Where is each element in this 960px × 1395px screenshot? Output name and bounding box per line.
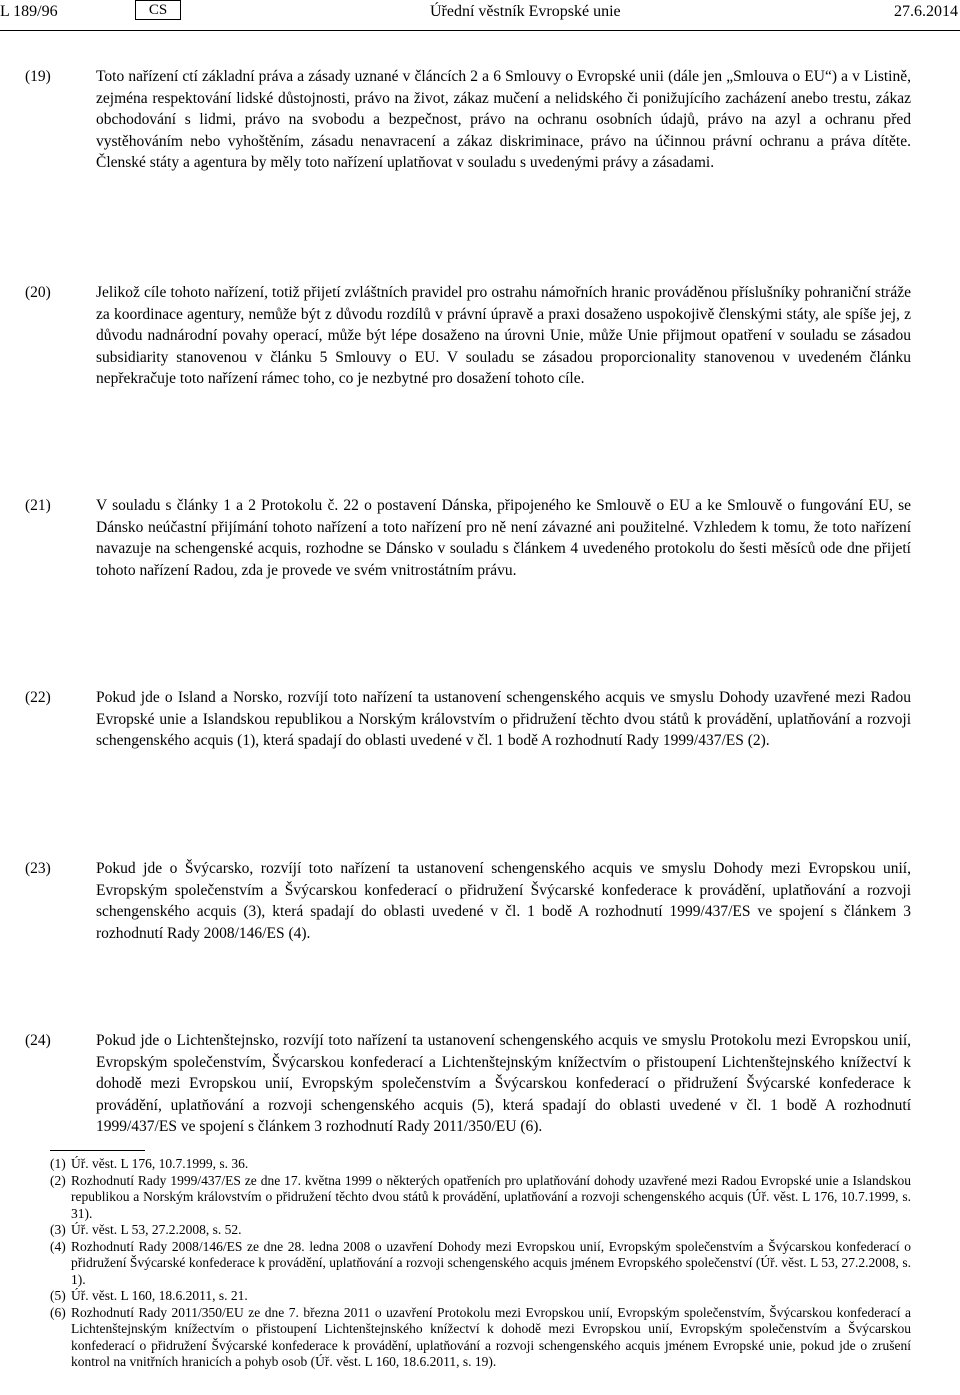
recital-number: (22) (25, 689, 51, 706)
recital-text: Pokud jde o Švýcarsko, rozvíjí toto nařízení ta ustanovení schengenského acquis ve smyslu Dohody mezi Evropskou unií, Evropským společenstvím a Švýcarskou konfederací o přidružení Švýcarské konfederace k provádění, uplatňování a rozvoji schengenského acquis (3), která spadají do oblasti uvedené v čl. 1 bodě A rozhodnutí 1999/437/ES ve spojení s článkem 3 rozhodnutí Rady 2008/146/ES (4). (96, 860, 911, 942)
footnote-text: Rozhodnutí Rady 2011/350/EU ze dne 7. března 2011 o uzavření Protokolu mezi Evropskou unií, Evropským společenstvím, Švýcarskou konfederací a Lichtenštejnským knížectvím o přistoupení Lichtenštejnského knížectví k dohodě mezi Evropskou unií, Evropským společenstvím a Švýcarskou konfederací o přidružení Švýcarské konfederace k provádění, uplatňování a rozvoji schengenského acquis jménem Evropské unie, pokud jde o zrušení kontrol na vnitřních hranicích a pohyb osob (Úř. věst. L 160, 18.6.2011, s. 19). (71, 1304, 911, 1369)
journal-reference: L 189/96 (0, 3, 58, 20)
recital-19 (0, 66, 960, 174)
recital-number: (24) (25, 1032, 51, 1049)
footnote-number: (5) (50, 1288, 66, 1303)
footnote-number: (1) (50, 1156, 66, 1171)
recital-number: (20) (25, 284, 51, 301)
recital-text: Toto nařízení ctí základní práva a zásady uznané v článcích 2 a 6 Smlouvy o Evropské unii (dále jen „Smlouva o EU“) a v Listině, zejména respektování lidské důstojnosti, právo na život, zákaz mučení a nelidského či ponižujícího zacházení anebo trestu, zákaz obchodování s lidmi, právo na svobodu a bezpečnost, právo na ochranu osobních údajů, právo na azyl a ochranu před vystěhováním nebo vyhoštěním, zásadu nenavracení a zákaz diskriminace, právo na účinnou právní ochranu a práva dítěte. Členské státy a agentura by měly toto nařízení uplatňovat v souladu s uvedenými právy a zásadami. (96, 68, 911, 171)
footnote (0, 1173, 960, 1223)
recital-number: (21) (25, 497, 51, 514)
footnote-number: (3) (50, 1222, 66, 1237)
footnote-divider (50, 1150, 145, 1151)
footnote-text: Úř. věst. L 176, 10.7.1999, s. 36. (71, 1156, 249, 1171)
recital-text: Pokud jde o Island a Norsko, rozvíjí toto nařízení ta ustanovení schengenského acquis ve smyslu Dohody uzavřené mezi Radou Evropské unie a Islandskou republikou a Norským královstvím o přidružení těchto dvou států k provádění, uplatňování a rozvoji schengenského acquis (1), která spadají do oblasti uvedené v čl. 1 bodě A rozhodnutí Rady 1999/437/ES (2). (96, 689, 911, 749)
footnote (0, 1239, 960, 1289)
footnote (0, 1222, 960, 1239)
language-badge: CS (135, 0, 181, 20)
footnote-number: (6) (50, 1304, 66, 1320)
recital-23 (0, 858, 960, 944)
issue-date: 27.6.2014 (894, 3, 958, 20)
footnotes (0, 1156, 960, 1371)
footnote (0, 1305, 960, 1371)
footnote (0, 1288, 960, 1305)
footnote-text: Rozhodnutí Rady 1999/437/ES ze dne 17. května 1999 o některých opatřeních pro uplatňování dohody uzavřené mezi Radou Evropské unie a Islandskou republikou a Norským královstvím o přidružení těchto dvou států k provádění, uplatňování a rozvoji schengenského acquis (Úř. věst. L 176, 10.7.1999, s. 31). (71, 1172, 911, 1221)
recital-text: V souladu s články 1 a 2 Protokolu č. 22 o postavení Dánska, připojeného ke Smlouvě o EU a ke Smlouvě o fungování EU, se Dánsko neúčastní přijímání tohoto nařízení a toto nařízení pro ně není závazné ani použitelné. Vzhledem k tomu, že toto nařízení navazuje na schengenské acquis, rozhodne se Dánsko v souladu s článkem 4 uvedeného protokolu do šesti měsíců ode dne přijetí tohoto nařízení Radou, zda je provede ve svém vnitrostátním právu. (96, 497, 911, 579)
recital-20 (0, 282, 960, 390)
footnote (0, 1156, 960, 1173)
recital-text: Jelikož cíle tohoto nařízení, totiž přijetí zvláštních pravidel pro ostrahu námořních hranic prováděnou příslušníky pohraniční stráže za koordinace agentury, nemůže být z důvodu rozdílů v právní úpravě a praxi dosaženo uspokojivě členskými státy, ale spíše jej, z důvodu nadnárodní povahy operací, může být lépe dosaženo na úrovni Unie, může Unie přijmout opatření v souladu se zásadou subsidiarity stanovenou v článku 5 Smlouvy o EU. V souladu se zásadou proporcionality stanovenou v uvedeném článku nepřekračuje toto nařízení rámec toho, co je nezbytné pro dosažení tohoto cíle. (96, 284, 911, 387)
footnote-number: (4) (50, 1238, 66, 1254)
recital-text: Pokud jde o Lichtenštejnsko, rozvíjí toto nařízení ta ustanovení schengenského acquis ve smyslu Protokolu mezi Evropskou unií, Evropským společenstvím, Švýcarskou konfederací a Lichtenštejnským knížectvím o přistoupení Lichtenštejnského knížectví k dohodě mezi Evropskou unií, Evropským společenstvím a Švýcarskou konfederací o přidružení Švýcarské konfederace k provádění, uplatňování a rozvoji schengenského acquis (5), která spadají do oblasti uvedené v čl. 1 bodě A rozhodnutí 1999/437/ES ve spojení s článkem 3 rozhodnutí Rady 2011/350/EU (6). (96, 1032, 911, 1135)
recital-22 (0, 687, 960, 752)
recital-24 (0, 1030, 960, 1138)
footnote-text: Úř. věst. L 160, 18.6.2011, s. 21. (71, 1288, 248, 1303)
footnote-text: Úř. věst. L 53, 27.2.2008, s. 52. (71, 1222, 242, 1237)
recital-21 (0, 495, 960, 581)
recital-number: (23) (25, 860, 51, 877)
footnote-text: Rozhodnutí Rady 2008/146/ES ze dne 28. ledna 2008 o uzavření Dohody mezi Evropskou unií, Evropským společenstvím a Švýcarskou konfederací o přidružení Švýcarské konfederace k provádění, uplatňování a rozvoji schengenského acquis jménem Evropského společenství (Úř. věst. L 53, 27.2.2008, s. 1). (71, 1238, 911, 1287)
page-header (0, 0, 960, 31)
recital-number: (19) (25, 68, 51, 85)
journal-title: Úřední věstník Evropské unie (430, 3, 621, 20)
footnote-number: (2) (50, 1172, 66, 1188)
